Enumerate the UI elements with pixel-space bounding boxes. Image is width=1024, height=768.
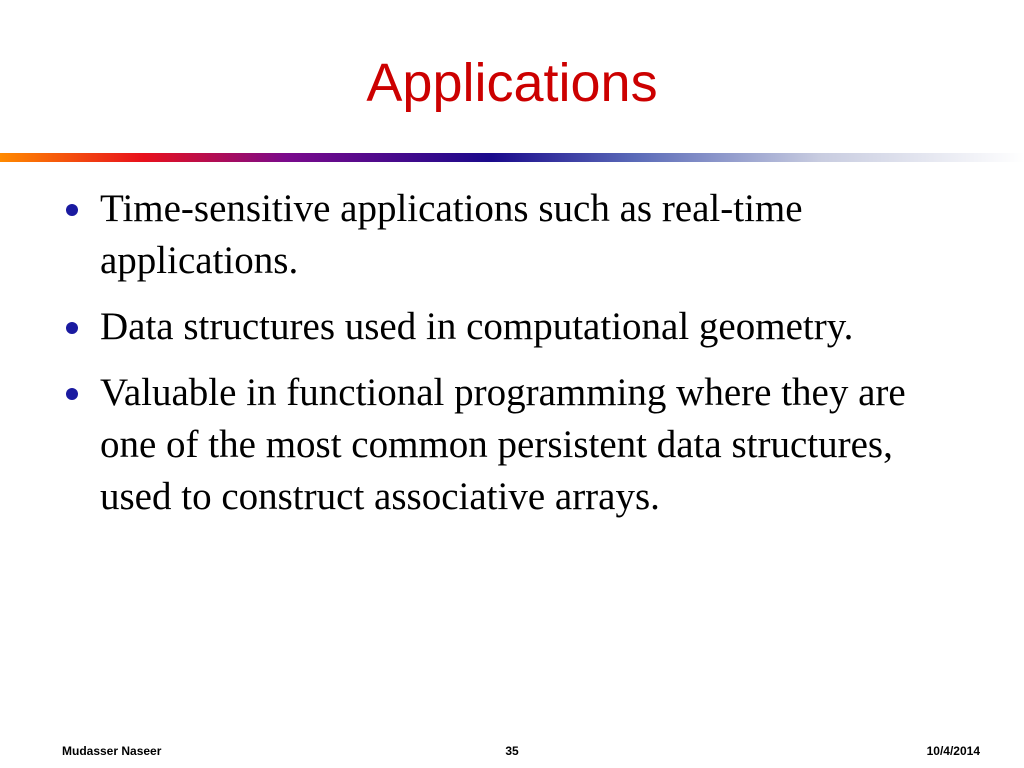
bullet-item [62, 367, 962, 523]
bullet-text: Valuable in functional programming where they are one of the most common persistent data structures, used to construct associative arrays. [100, 371, 906, 518]
bullet-icon [66, 204, 78, 216]
bullet-icon [66, 322, 78, 334]
bullet-icon [66, 388, 78, 400]
bullet-item [62, 183, 962, 287]
bullet-item [62, 301, 962, 353]
bullet-text: Time-sensitive applications such as real-time applications. [100, 187, 803, 282]
title-divider [0, 153, 1024, 162]
slide-title: Applications [366, 53, 658, 113]
footer-author: Mudasser Naseer [62, 744, 162, 758]
bullet-list [62, 183, 962, 537]
footer-date: 10/4/2014 [926, 744, 980, 758]
bullet-text: Data structures used in computational geometry. [100, 305, 854, 348]
footer-page-number: 35 [505, 744, 519, 758]
